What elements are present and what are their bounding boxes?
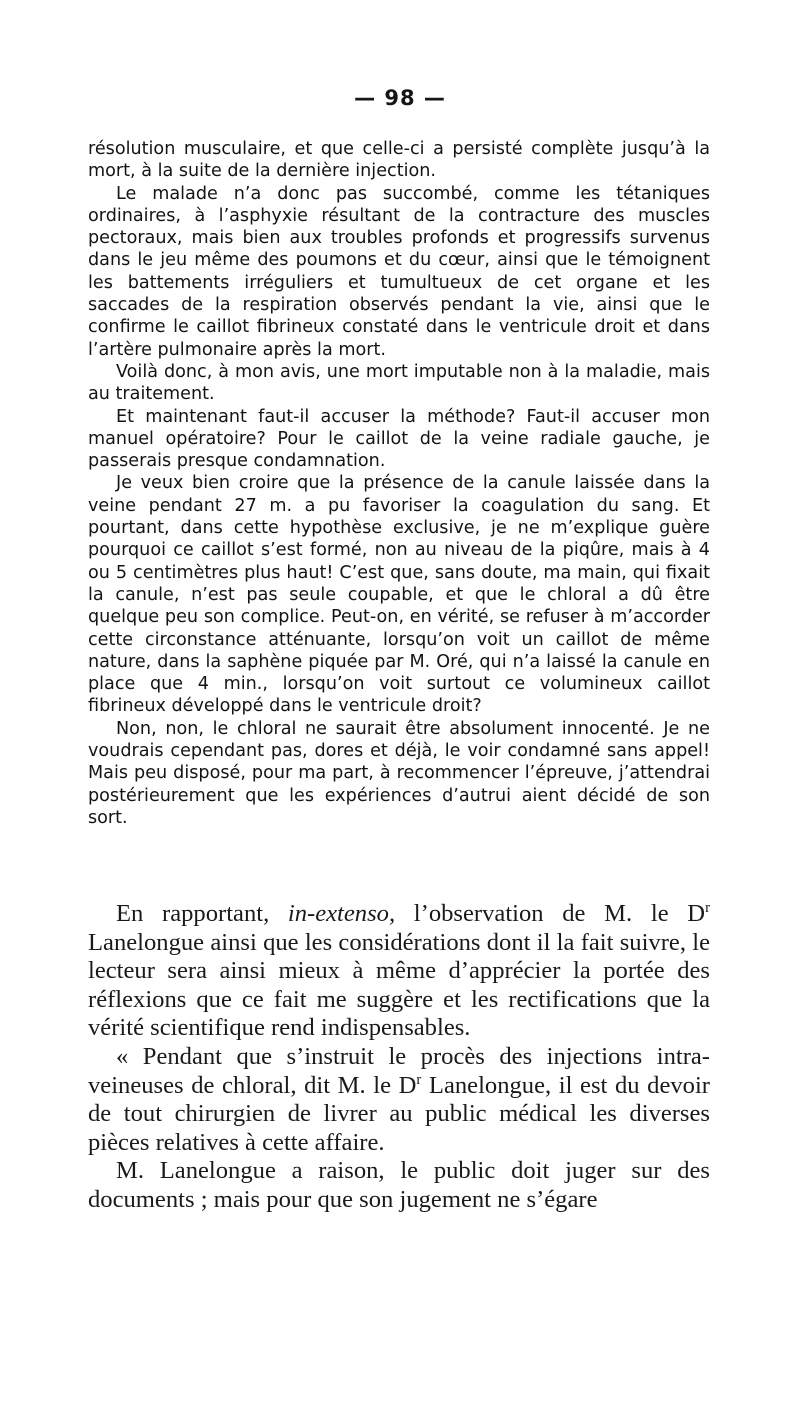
text-run: Lanelongue, il est du devoir de tout chirurgien de livrer au public médical les diverses pièces relatives à cette affaire.	[88, 1071, 710, 1156]
paragraph-chloral: Non, non, le chloral ne saurait être absolument innocenté. Je ne voudrais cependant pas, dores et déjà, le voir condamné sans appel! Mais peu disposé, pour ma part, à recommencer l’épreuve, j’attendrai postérieurement que les expériences d’autrui aient décidé de son sort.	[88, 718, 710, 828]
paragraph-asphyxie: Le malade n’a donc pas succombé, comme les tétaniques ordinaires, à l’asphyxie résultant de la contracture des muscles pectoraux, mais bien aux troubles profonds et progressifs survenus dans le jeu même des poumons et du cœur, ainsi que le témoignent les battements irréguliers et tumultueux de cet organe et les saccades de la respiration observés pendant la vie, ainsi que le confirme le caillot fibrineux constaté dans le ventricule droit et dans l’artère pulmonaire après la mort.	[88, 183, 710, 360]
small-print-text	[88, 138, 710, 829]
paragraph-canule: Je veux bien croire que la présence de la canule laissée dans la veine pendant 27 m. a pu favoriser la coagulation du sang. Et pourtant, dans cette hypothèse exclusive, je ne m’explique guère pourquoi ce caillot s’est formé, non au niveau de la piqûre, mais à 4 ou 5 centimètres plus haut! C’est que, sans doute, ma main, qui fixait la canule, n’est pas seule coupable, et que le chloral a dû être quelque peu son complice. Peut-on, en vérité, se refuser à m’accorder cette circonstance atténuante, lorsqu’on voit un caillot de même nature, dans la saphène piquée par M. Oré, qui n’a laissé la canule en place que 4 min., lorsqu’on voit surtout ce volumineux caillot fibrineux développé dans le ventricule droit?	[88, 473, 710, 717]
superscript: r	[416, 1071, 422, 1088]
paragraph-public: M. Lanelongue a raison, le public doit juger sur des documents ; mais pour que son jugement ne s’égare	[88, 1157, 710, 1213]
text-run: l’observation de M. le D	[395, 900, 706, 927]
paragraph-methode: Et maintenant faut-il accuser la méthode? Faut-il accuser mon manuel opératoire? Pour le caillot de la veine radiale gauche, je passerais presque condamnation.	[88, 406, 710, 472]
text-run: En rapportant,	[116, 900, 288, 927]
large-print-text	[88, 900, 710, 1215]
text-run: Lanelongue ainsi que les considérations dont il la fait suivre, le lecteur sera ainsi mieux à même d’apprécier la portée des réflexions que ce fait me suggère et les rectifications que la vérité scientifique rend indispensables.	[88, 928, 710, 1042]
text-run: « Pendant que s’instruit le procès des injections intra-veineuses de chloral, dit M. le D	[88, 1042, 710, 1099]
paragraph-quotation	[88, 1043, 710, 1157]
page-number: — 98 —	[354, 86, 446, 110]
paragraph-rapportant	[88, 900, 710, 1043]
paragraph-mort-imputable: Voilà donc, à mon avis, une mort imputable non à la maladie, mais au traitement.	[88, 361, 710, 405]
superscript: r	[705, 899, 710, 916]
italic-latin: in-extenso,	[287, 900, 396, 927]
paragraph-continuation: résolution musculaire, et que celle-ci a persisté complète jusqu’à la mort, à la suite de la dernière injection.	[88, 139, 710, 182]
